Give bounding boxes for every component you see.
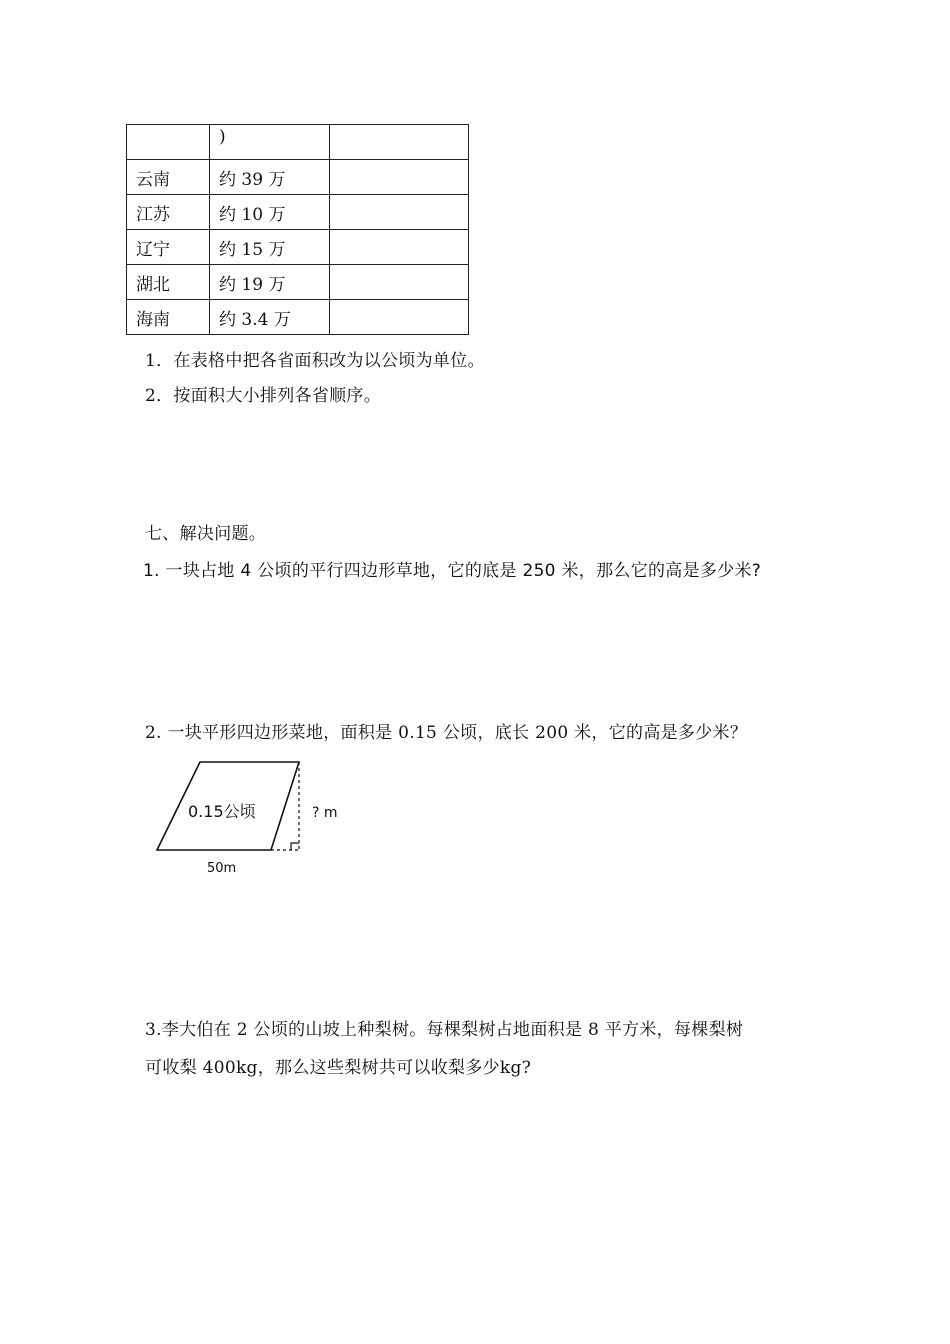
task-1: 1．在表格中把各省面积改为以公顷为单位。 (145, 351, 485, 371)
table-header-cell: ) (210, 125, 330, 160)
base-label: 50m (207, 861, 237, 876)
hectare-answer-cell (330, 160, 469, 195)
parallelogram-figure (150, 755, 370, 885)
hectare-answer-cell (330, 195, 469, 230)
province-cell: 江苏 (127, 195, 210, 230)
hectare-answer-cell (330, 300, 469, 335)
area-cell: 约 3.4 万 (210, 300, 330, 335)
question-3-line-2: 可收梨 400kg，那么这些梨树共可以收梨多少kg? (145, 1058, 532, 1078)
hectare-answer-cell (330, 230, 469, 265)
table-row (127, 300, 469, 335)
question-3-line-1: 3.李大伯在 2 公顷的山坡上种梨树。每棵梨树占地面积是 8 平方米，每棵梨树 (145, 1020, 744, 1040)
province-cell: 云南 (127, 160, 210, 195)
table-header-cell (330, 125, 469, 160)
table-row (127, 230, 469, 265)
area-label: 0.15公顷 (188, 802, 256, 821)
table-row (127, 195, 469, 230)
table-row (127, 265, 469, 300)
area-cell: 约 39 万 (210, 160, 330, 195)
right-angle-mark (291, 843, 299, 850)
hectare-answer-cell (330, 265, 469, 300)
province-cell: 湖北 (127, 265, 210, 300)
province-cell: 辽宁 (127, 230, 210, 265)
table-header-cell (127, 125, 210, 160)
area-cell: 约 19 万 (210, 265, 330, 300)
area-cell: 约 15 万 (210, 230, 330, 265)
province-cell: 海南 (127, 300, 210, 335)
question-2: 2. 一块平形四边形菜地，面积是 0.15 公顷，底长 200 米，它的高是多少米？ (145, 723, 748, 743)
section-7-title: 七、解决问题。 (145, 524, 267, 544)
province-area-table (126, 124, 469, 335)
table-header-row (127, 125, 469, 160)
area-cell: 约 10 万 (210, 195, 330, 230)
height-label: ? m (312, 805, 338, 821)
question-1: 1. 一块占地 4 公顷的平行四边形草地，它的底是 250 米，那么它的高是多少米? (143, 561, 762, 581)
task-2: 2．按面积大小排列各省顺序。 (145, 386, 382, 406)
table-row (127, 160, 469, 195)
